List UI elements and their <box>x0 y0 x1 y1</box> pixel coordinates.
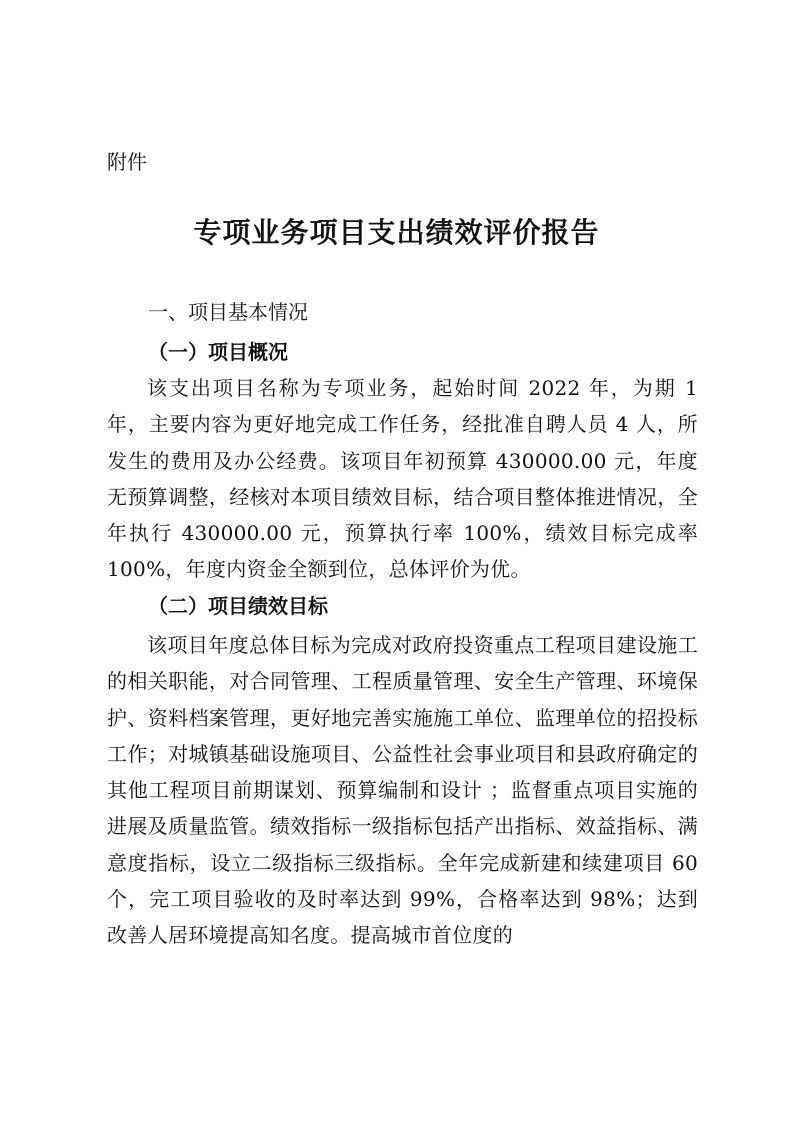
attachment-label: 附件 <box>107 150 147 174</box>
paragraph-overview: 该支出项目名称为专项业务，起始时间 2022 年，为期 1 年，主要内容为更好地完成工作任务，经批准自聘人员 4 人，所发生的费用及办公经费。该项目年初预算 430000.00 元，年度无预算调整，经核对本项目绩效目标，结合项目整体推进情况，全年执行 430000.00 元，预算执行率 100%，绩效目标完成率 100%，年度内资金全额到位，总体评价为优。 <box>107 376 698 582</box>
document-title: 专项业务项目支出绩效评价报告 <box>193 216 600 249</box>
subsection-heading-overview: （一）项目概况 <box>148 340 288 364</box>
section-heading-basic-info: 一、项目基本情况 <box>148 300 308 324</box>
subsection-heading-performance-goals: （二）项目绩效目标 <box>148 594 328 618</box>
paragraph-performance-goals: 该项目年度总体目标为完成对政府投资重点工程项目建设施工的相关职能，对合同管理、工程质量管理、安全生产管理、环境保护、资料档案管理，更好地完善实施施工单位、监理单位的招投标工作；对城镇基础设施项目、公益性社会事业项目和县政府确定的其他工程项目前期谋划、预算编制和设计 ；监督重点项目实施的进展及质量监管。绩效指标一级指标包括产出指标、效益指标、满意度指标，设立二级指标三级指标。全年完成新建和续建项目 60 个，完工项目验收的及时率达到 99%，合格率达到 98%；达到改善人居环境提高知名度。提高城市首位度的 <box>107 633 698 948</box>
